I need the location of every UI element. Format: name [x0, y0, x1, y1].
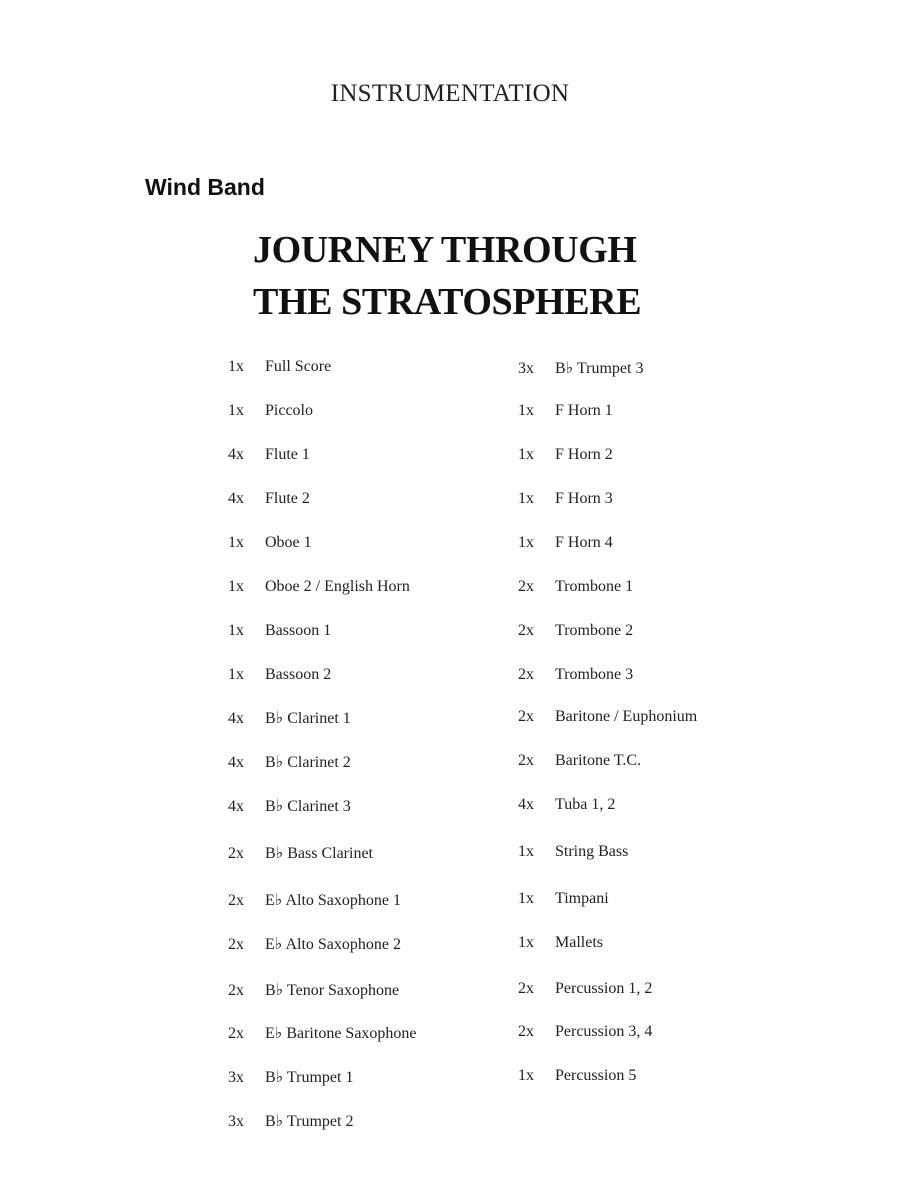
part-quantity: 4x	[228, 754, 244, 771]
right-part-row	[518, 534, 613, 560]
part-name: B♭ Trumpet 2	[265, 1113, 354, 1130]
part-quantity: 1x	[518, 446, 534, 463]
part-name: E♭ Alto Saxophone 1	[265, 892, 401, 909]
part-name: E♭ Baritone Saxophone	[265, 1025, 417, 1042]
part-quantity: 3x	[228, 1069, 244, 1086]
part-name: F Horn 3	[555, 490, 613, 507]
left-part-row	[228, 578, 410, 604]
left-part-row	[228, 708, 351, 734]
ensemble-label: Wind Band	[145, 174, 265, 200]
left-part-row	[228, 1067, 353, 1093]
part-name: Piccolo	[265, 402, 313, 419]
right-part-row	[518, 666, 633, 692]
part-quantity: 2x	[518, 578, 534, 595]
part-name: Tuba 1, 2	[555, 796, 616, 813]
left-part-row	[228, 622, 331, 648]
part-name: B♭ Tenor Saxophone	[265, 982, 400, 999]
part-name: Trombone 1	[555, 578, 634, 595]
part-quantity: 1x	[518, 490, 534, 507]
left-part-row	[228, 534, 312, 560]
part-quantity: 4x	[518, 796, 534, 813]
right-part-row	[518, 752, 641, 778]
right-part-row	[518, 1023, 652, 1049]
part-quantity: 1x	[518, 934, 534, 951]
part-name: Baritone / Euphonium	[555, 708, 698, 725]
left-part-row	[228, 490, 310, 516]
right-part-row	[518, 358, 643, 384]
left-part-row	[228, 1023, 417, 1049]
right-part-row	[518, 796, 615, 822]
part-quantity: 2x	[228, 1025, 244, 1042]
left-part-row	[228, 796, 351, 822]
left-part-row	[228, 980, 399, 1006]
right-part-row	[518, 622, 633, 648]
part-name: F Horn 4	[555, 534, 613, 551]
part-name: Timpani	[555, 890, 609, 907]
left-part-row	[228, 843, 373, 869]
left-part-row	[228, 402, 313, 428]
right-part-row	[518, 934, 603, 960]
page-heading: INSTRUMENTATION	[330, 80, 570, 107]
part-quantity: 2x	[228, 936, 244, 953]
part-quantity: 1x	[228, 578, 244, 595]
right-part-row	[518, 843, 628, 869]
right-part-row	[518, 490, 613, 516]
part-name: B♭ Bass Clarinet	[265, 845, 373, 862]
part-quantity: 1x	[518, 890, 534, 907]
left-part-row	[228, 666, 331, 692]
part-quantity: 2x	[518, 1023, 534, 1040]
part-quantity: 4x	[228, 798, 244, 815]
left-part-row	[228, 752, 351, 778]
part-name: Baritone T.C.	[555, 752, 642, 769]
part-quantity: 4x	[228, 446, 244, 463]
part-quantity: 1x	[518, 843, 534, 860]
part-name: Flute 2	[265, 490, 310, 507]
part-name: Trombone 2	[555, 622, 634, 639]
part-quantity: 2x	[518, 666, 534, 683]
part-name: Percussion 1, 2	[555, 980, 653, 997]
part-name: Mallets	[555, 934, 603, 951]
right-part-row	[518, 708, 697, 734]
part-name: B♭ Clarinet 3	[265, 798, 351, 815]
part-name: Full Score	[265, 358, 332, 375]
part-quantity: 1x	[518, 534, 534, 551]
right-part-row	[518, 980, 652, 1006]
part-quantity: 1x	[228, 402, 244, 419]
part-quantity: 1x	[228, 666, 244, 683]
part-name: B♭ Trumpet 1	[265, 1069, 354, 1086]
part-name: E♭ Alto Saxophone 2	[265, 936, 401, 953]
part-name: String Bass	[555, 843, 629, 860]
part-quantity: 2x	[518, 980, 534, 997]
part-name: B♭ Clarinet 2	[265, 754, 351, 771]
right-part-row	[518, 446, 613, 472]
part-quantity: 1x	[228, 358, 244, 375]
part-name: B♭ Clarinet 1	[265, 710, 351, 727]
part-name: Oboe 1	[265, 534, 312, 551]
part-name: Flute 1	[265, 446, 310, 463]
part-name: Trombone 3	[555, 666, 634, 683]
part-quantity: 2x	[518, 622, 534, 639]
part-name: F Horn 2	[555, 446, 613, 463]
left-part-row	[228, 1111, 353, 1137]
piece-title-line-2: THE STRATOSPHERE	[253, 281, 642, 323]
part-quantity: 2x	[518, 708, 534, 725]
part-quantity: 1x	[518, 402, 534, 419]
part-quantity: 1x	[228, 534, 244, 551]
part-quantity: 4x	[228, 710, 244, 727]
part-quantity: 2x	[228, 982, 244, 999]
right-part-row	[518, 1067, 636, 1093]
piece-title	[253, 224, 641, 328]
part-quantity: 4x	[228, 490, 244, 507]
part-quantity: 1x	[518, 1067, 534, 1084]
part-quantity: 3x	[228, 1113, 244, 1130]
right-part-row	[518, 402, 613, 428]
left-part-row	[228, 446, 310, 472]
part-quantity: 3x	[518, 360, 534, 377]
left-part-row	[228, 358, 331, 384]
part-name: B♭ Trumpet 3	[555, 360, 644, 377]
part-name: Percussion 3, 4	[555, 1023, 653, 1040]
left-part-row	[228, 934, 401, 960]
part-quantity: 2x	[518, 752, 534, 769]
part-name: Bassoon 1	[265, 622, 332, 639]
piece-title-line-1: JOURNEY THROUGH	[253, 229, 637, 271]
part-name: Oboe 2 / English Horn	[265, 578, 410, 595]
left-part-row	[228, 890, 401, 916]
right-part-row	[518, 578, 633, 604]
part-quantity: 1x	[228, 622, 244, 639]
part-name: Percussion 5	[555, 1067, 637, 1084]
part-name: Bassoon 2	[265, 666, 332, 683]
part-quantity: 2x	[228, 892, 244, 909]
part-name: F Horn 1	[555, 402, 613, 419]
right-part-row	[518, 890, 609, 916]
part-quantity: 2x	[228, 845, 244, 862]
